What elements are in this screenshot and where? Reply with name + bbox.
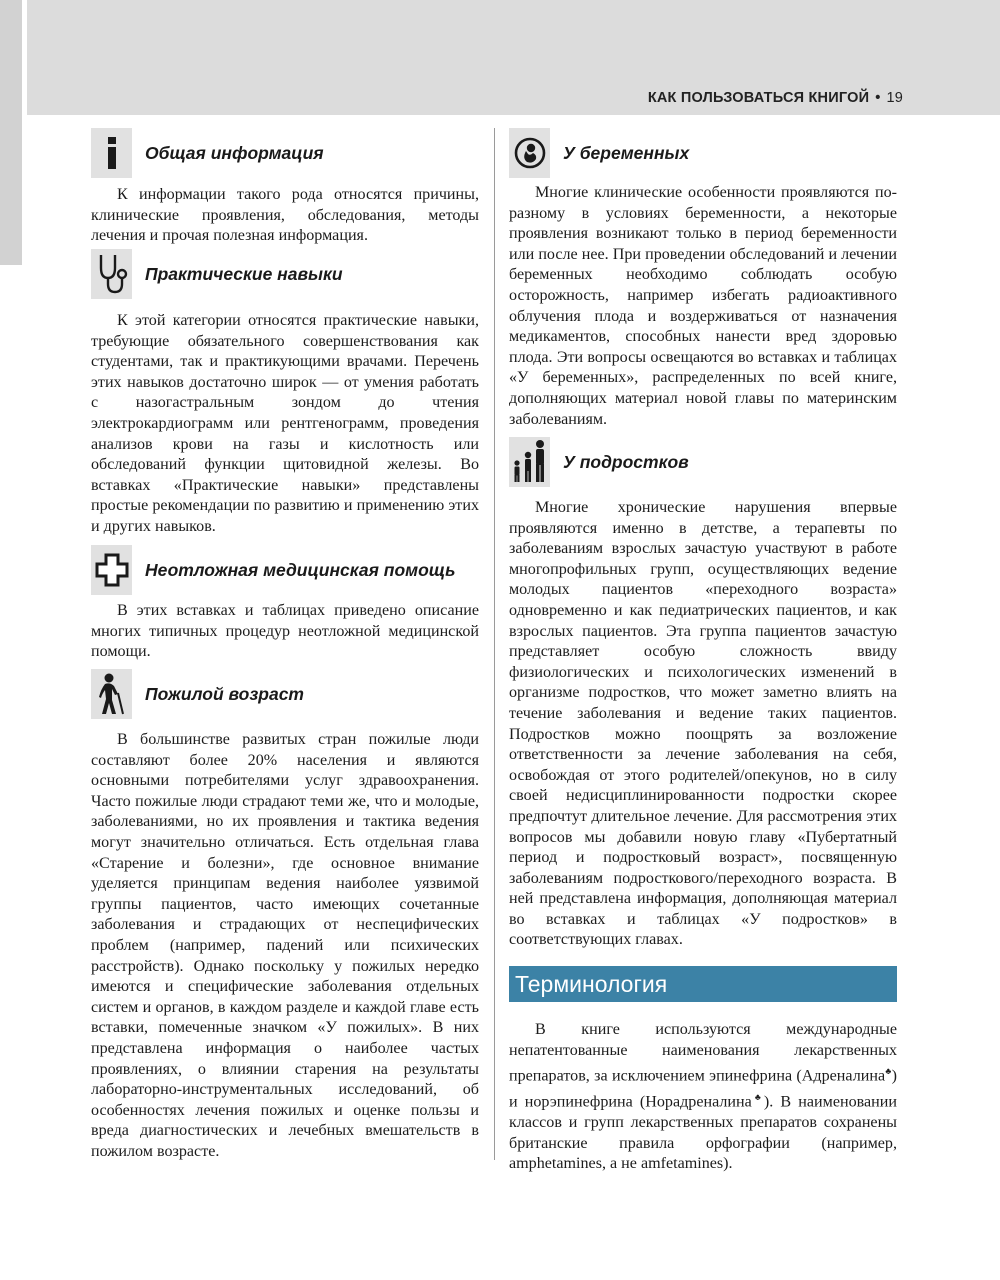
running-head-title: КАК ПОЛЬЗОВАТЬСЯ КНИГОЙ: [647, 90, 870, 106]
section-text: Многие хронические нарушения впервые проявляются именно в детстве, а терапевты по заболеваниям взрослых зачастую участвуют в работе многопрофильных групп, осуществляющих ведение молодых пациентов «переходного возраста» одновременно и как педиатрических пациентов, и как взрослых пациентов. Эта группа пациентов зачастую представляет особую сложность ввиду физиологических и психологических изменений в организме подростков, что может заметно влиять на течение заболевания и ведение таких пациентов. Подростков можно поощрять за возложение ответственности за лечение заболевания на себя, освобождая от этого родителей/опекунов, но в силу своей недисциплинированности подростки скорее предпочтут длительное лечение. Для рассмотрения этих вопросов мы добавили новую главу «Пубертатный период и подростковый возраст», посвященную заболеваниям подросткового/переходного возраста. В ней представлена информация, дополняющая материал во вставках и таблицах «У подростков» в соответствующих главах.: [509, 499, 897, 949]
section-text: Многие клинические особенности проявляются по-разному в условиях беременности, а некоторые проявления возникают только в период беременности или после нее. При проведении обследований и лечении беременных необходимо соблюдать особую осторожность, например избегать радиоактивного облучения плода и воздерживаться от назначения медикаментов, способных нанести вред здоровью плода. Эти вопросы освещаются во вставках и таблицах «У беременных», распределенных по всей книге, дополняющих материал новой главы по материнским заболеваниям.: [509, 184, 897, 428]
section-elderly: [91, 669, 479, 1162]
stethoscope-icon: [91, 249, 132, 299]
section-title: У беременных: [563, 142, 690, 163]
section-text: К этой категории относятся практические навыки, требующие обязательного совершенствования как студентами, так и практикующими врачами. Перечень этих навыков достаточно широк — от умения работать с назогастральным зондом до чтения электрокардиограмм или рентгенограмм, проведения анализов крови на газы и кислотность или обследований функции щитовидной железы. Во вставках «Практические навыки» представлены простые рекомендации по развитию и применению этих и других навыков.: [91, 312, 479, 535]
section-skills: [91, 249, 479, 538]
terminology-text-part-1: В книге используются международные непатентованные наименования лекарственных препаратов, за исключением эпинефрина (Адреналина: [509, 1021, 897, 1085]
column-divider: [494, 128, 495, 1160]
info-icon: [91, 128, 132, 178]
section-text: К информации такого рода относятся причины, клинические проявления, обследования, методы лечения и прочая полезная информация.: [91, 186, 479, 245]
trademark-marker: ♣: [885, 1066, 892, 1077]
terminology-text-part-2: ) и норэпинефрина (Норадреналина: [509, 1067, 897, 1111]
medical-cross-icon: [91, 545, 132, 595]
fetus-icon: [509, 128, 550, 178]
section-title: Неотложная медицинская помощь: [145, 559, 456, 580]
elderly-person-icon: [91, 669, 132, 719]
terminology-heading: Терминология: [509, 966, 897, 1002]
section-title: У подростков: [563, 451, 689, 472]
section-general: [91, 128, 479, 247]
terminology-text: [509, 1020, 897, 1175]
section-text: В этих вставках и таблицах приведено описание многих типичных процедур неотложной медицинской помощи.: [91, 602, 479, 661]
terminology-text-part-3: ). В наименовании классов и групп лекарственных препаратов сохранены британские правила орфографии (например, amphetamines, а не amfetamines).: [509, 1093, 897, 1173]
running-head-bullet: •: [875, 90, 881, 106]
section-emergency: [91, 545, 479, 663]
page-number: 19: [886, 90, 903, 106]
section-title: Пожилой возраст: [145, 683, 304, 704]
terminology-section: [509, 1008, 897, 1175]
section-text: В большинстве развитых стран пожилые люди составляют более 20% населения и являются основными потребителями услуг здравоохранения. Часто пожилые люди страдают теми же, что и молодые, заболеваниями, но их проявления и тактика ведения могут значительно отличаться. Есть отдельная глава «Старение и болезни», где основное внимание уделяется принципам ведения наиболее уязвимой группы пациентов, часто имеющих сочетанные заболевания и страдающих от неспецифических проблем (например, падений или психических расстройств). Однако поскольку у пожилых нередко имеются и специфические заболевания отдельных систем и органов, в каждом разделе и каждой главе есть вставки, помеченные значком «У пожилых». В них представлена информация о наиболее частых проявлениях, о влиянии старения на результаты лабораторно-инструментальных исследований, об особенностях лечения пожилых и оценке пользы и вреда диагностических и лечебных вмешательств в пожилом возрасте.: [91, 731, 479, 1160]
page-edge-tab: [0, 0, 22, 265]
family-icon: [509, 437, 550, 487]
running-head: [648, 90, 903, 106]
section-title: Практические навыки: [145, 263, 343, 284]
section-adolescents: [509, 437, 897, 951]
trademark-marker: ♣: [751, 1092, 764, 1103]
section-pregnancy: [509, 128, 897, 430]
section-title: Общая информация: [145, 142, 324, 163]
